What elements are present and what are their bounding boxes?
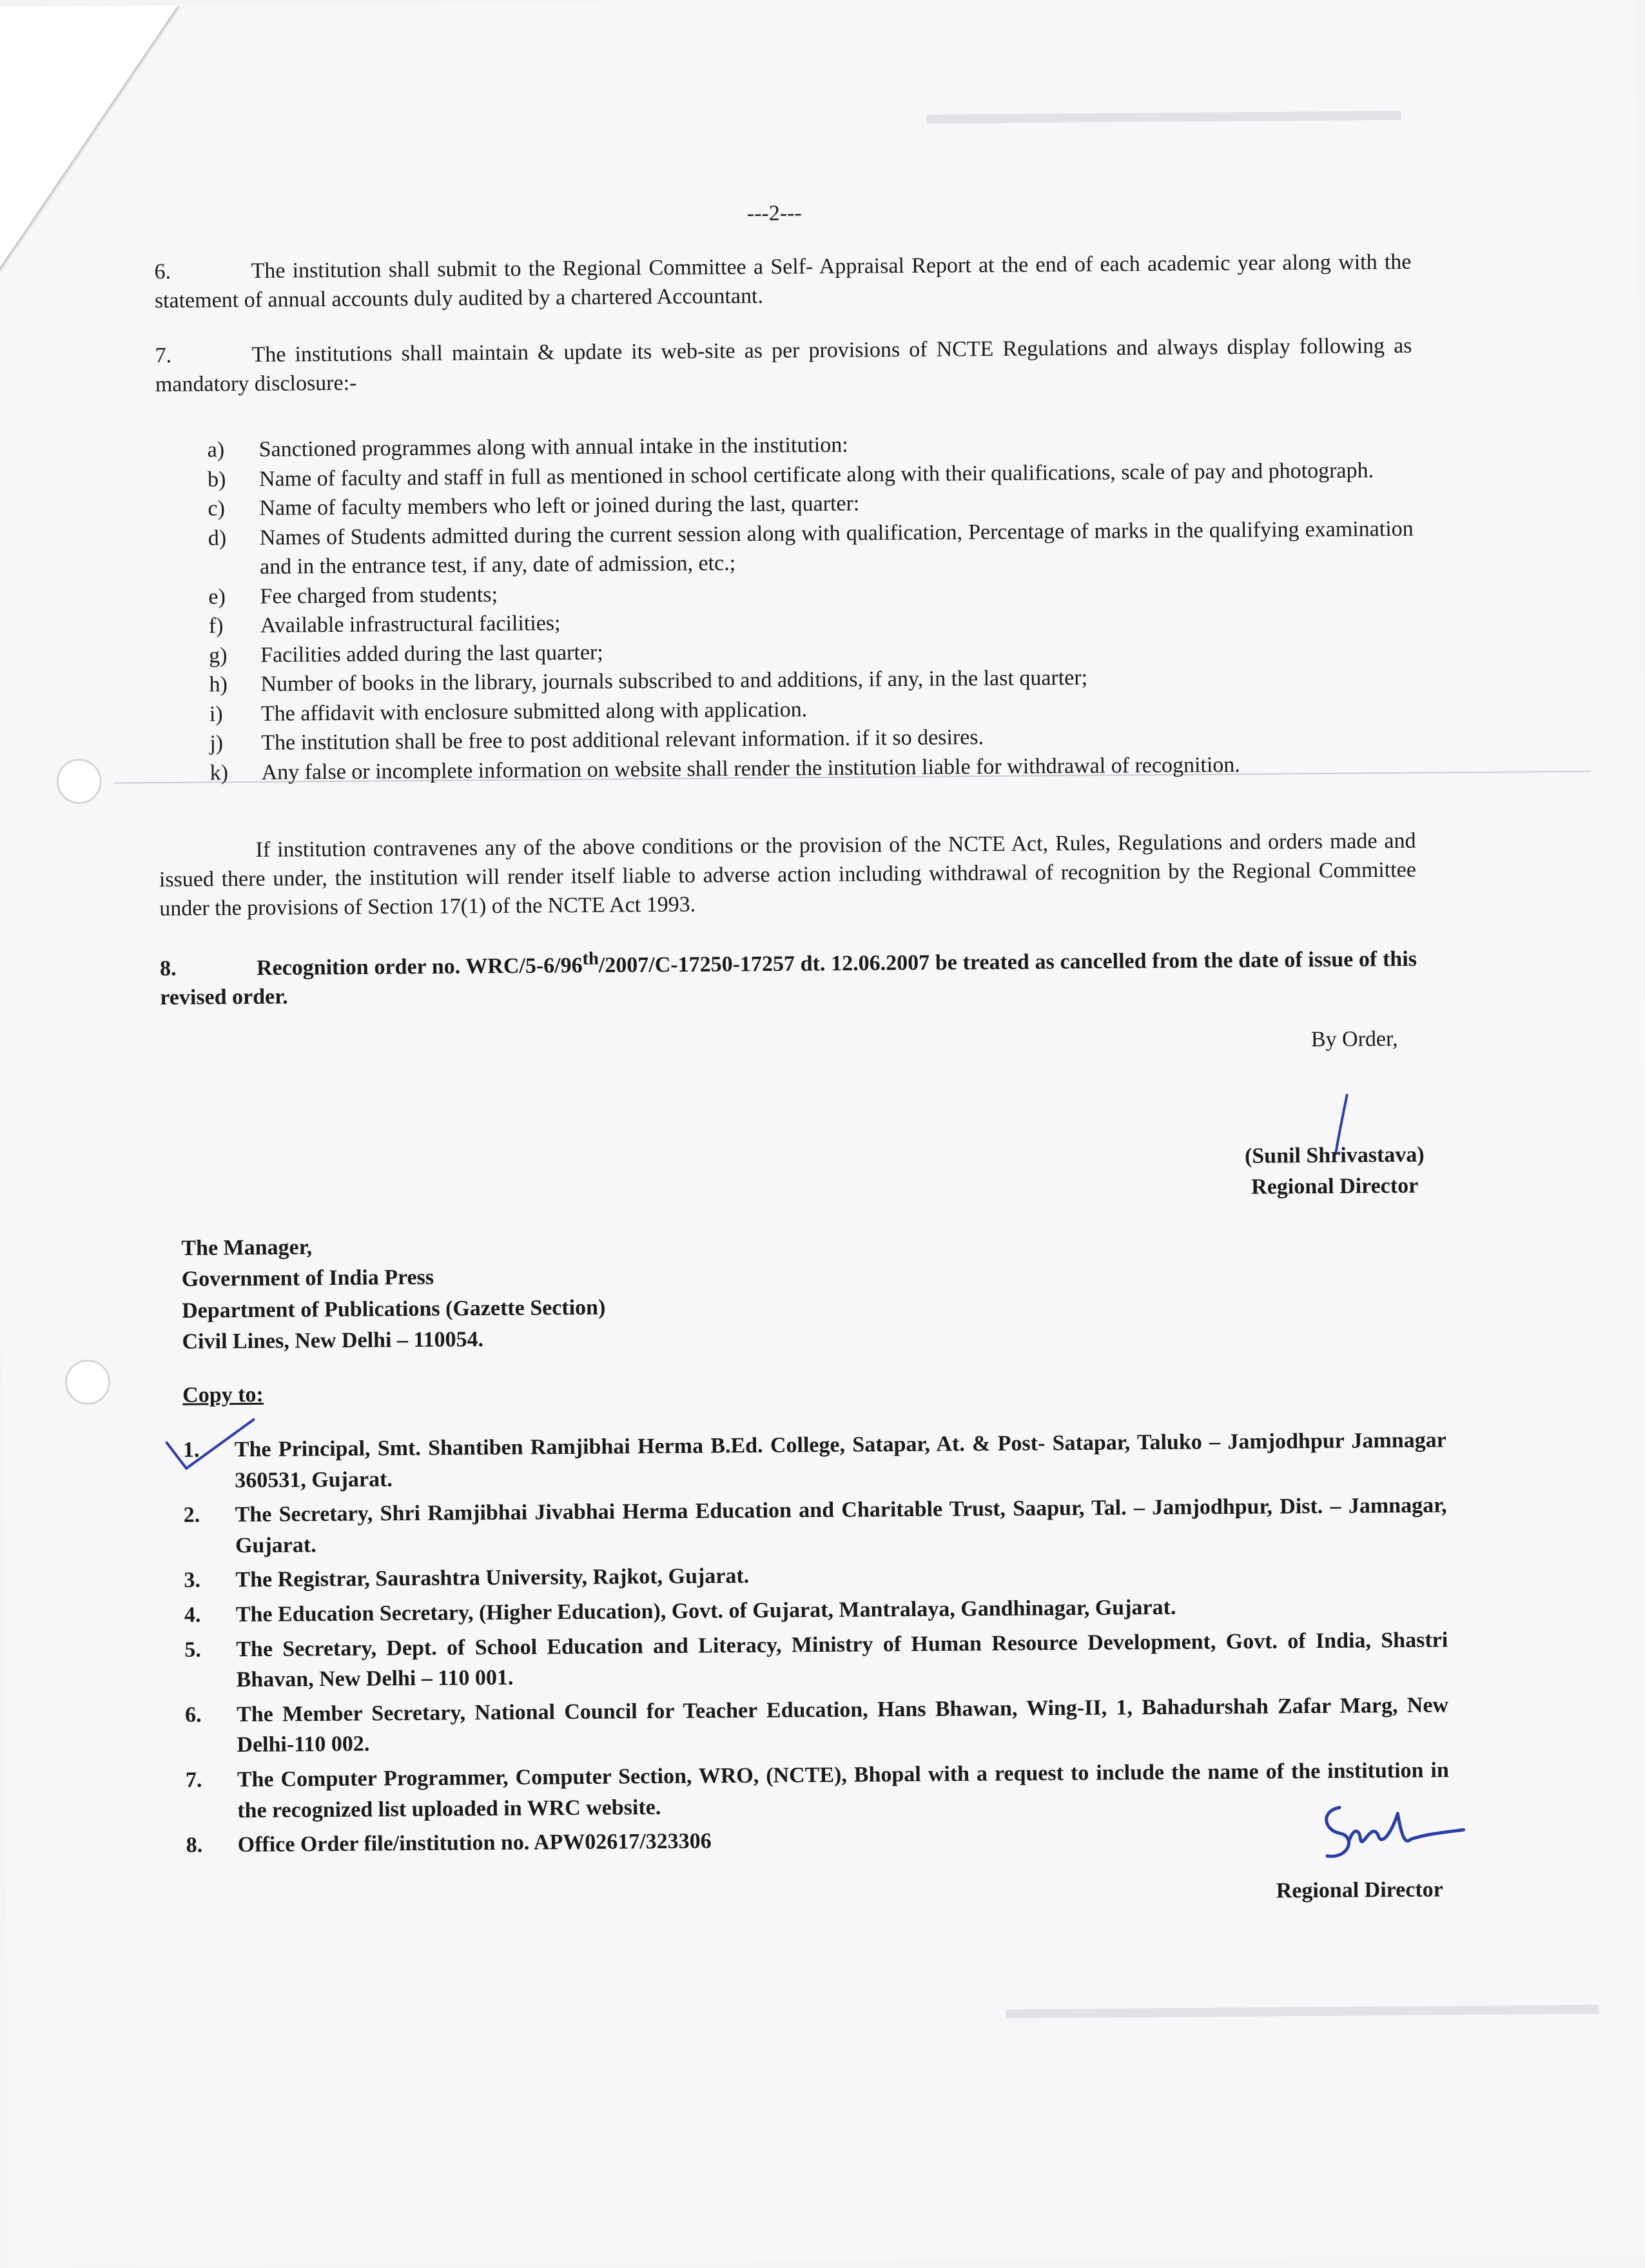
- item-text: Available infrastructural facilities;: [260, 611, 561, 638]
- signatory-block: [1199, 1139, 1470, 1202]
- punch-hole-top: [56, 759, 102, 805]
- item-text: Fee charged from students;: [260, 582, 498, 609]
- item-label: e): [208, 584, 226, 609]
- copy-to-heading: Copy to:: [182, 1382, 264, 1407]
- item-label: k): [209, 761, 229, 785]
- item-number: 4.: [184, 1603, 201, 1627]
- item-number: 6.: [184, 1703, 202, 1727]
- item-label: h): [209, 672, 228, 697]
- item-number: 7.: [185, 1768, 202, 1792]
- item-text: Any false or incomplete information on website shall render the institution liable for withdrawal of recognition.: [261, 752, 1240, 785]
- bleed-through-footer: ▬▬▬▬▬▬▬▬▬▬▬▬▬▬▬▬▬▬▬▬: [1006, 1986, 1599, 2025]
- item-text: Name of faculty and staff in full as mentioned in school certificate along with their qualifications, scale of pay and photograph.: [258, 458, 1374, 491]
- clause-8: [160, 941, 1417, 1013]
- item-number: 3.: [184, 1568, 201, 1593]
- item-text: Number of books in the library, journals subscribed to and additions, if any, in the last quarter;: [260, 666, 1088, 697]
- item-text: Office Order file/institution no. APW02617/323306: [237, 1829, 712, 1857]
- handwritten-signature: [1314, 1794, 1469, 1872]
- item-text: Sanctioned programmes along with annual intake in the institution:: [258, 433, 848, 462]
- clause-number: 8.: [159, 957, 177, 981]
- clause-number: 6.: [154, 259, 171, 284]
- list-item: [186, 1821, 1449, 1861]
- list-item: [184, 1556, 1447, 1596]
- signatory-name: (Sunil Shrivastava): [1244, 1142, 1425, 1168]
- item-text: Names of Students admitted during the current session along with qualification, Percentage of marks in the qualifying examination and in the entrance test, if any, date of admission, etc.;: [259, 516, 1414, 580]
- addressee-block: [181, 1230, 606, 1358]
- item-label: b): [207, 467, 226, 492]
- item-label: a): [207, 438, 225, 462]
- signatory-designation: Regional Director: [1251, 1173, 1419, 1199]
- list-item: [186, 1755, 1450, 1826]
- item-text: The Secretary, Dept. of School Education and Literacy, Ministry of Human Resource Development, Govt. of India, Shastri Bhavan, New Delhi – 110 001.: [236, 1627, 1448, 1692]
- item-text: The Principal, Smt. Shantiben Ramjibhai Herma B.Ed. College, Satapar, At. & Post- Satapar, Taluko – Jamjodhpur Jamnagar 360531, Gujarat.: [234, 1428, 1446, 1492]
- item-label: c): [208, 496, 225, 521]
- clause-text-start: Recognition order no. WRC/5-6/96: [256, 953, 583, 981]
- addressee-line: Government of India Press: [181, 1266, 434, 1292]
- bleed-through-letterhead: ▬▬▬▬▬▬▬▬▬▬▬▬▬▬▬▬: [926, 92, 1401, 130]
- ordinal-suffix: th: [582, 948, 599, 969]
- item-label: f): [208, 614, 224, 638]
- clause-7: [155, 332, 1412, 400]
- item-text: The Member Secretary, National Council for Teacher Education, Hans Bhawan, Wing-II, 1, Bahadurshah Zafar Marg, New Delhi-110 002.: [236, 1693, 1449, 1757]
- item-label: d): [208, 525, 227, 551]
- item-label: j): [209, 731, 224, 756]
- copy-to-list: [183, 1425, 1450, 1864]
- contravention-paragraph: If institution contravenes any of the above conditions or the provision of the NCTE Act, Rules, Regulations and orders made and issued there under, the institution will render itself liable to adverse action including withdrawal of recognition by the Regional Committee under the provisions of Section 17(1) of the NCTE Act 1993.: [159, 828, 1416, 921]
- list-item: [183, 1425, 1447, 1496]
- list-item: [185, 1690, 1449, 1761]
- item-text: The affidavit with enclosure submitted along with application.: [260, 698, 808, 726]
- addressee-line: The Manager,: [181, 1235, 313, 1260]
- mandatory-disclosure-list: [207, 426, 1415, 788]
- item-text: The Secretary, Shri Ramjibhai Jivabhai Herma Education and Charitable Trust, Saapur, Tal. – Jamjodhpur, Dist. – Jamnagar, Gujarat.: [235, 1493, 1447, 1558]
- list-item: [184, 1625, 1448, 1696]
- item-number: 1.: [182, 1438, 200, 1462]
- footer-designation: Regional Director: [1276, 1877, 1443, 1903]
- list-item: [208, 514, 1414, 582]
- addressee-line: Department of Publications (Gazette Section): [182, 1295, 606, 1323]
- item-text: The Education Secretary, (Higher Education), Govt. of Gujarat, Mantralaya, Gandhinagar, Gujarat.: [235, 1595, 1176, 1627]
- page-number: ---2---: [746, 201, 802, 226]
- item-text: The Registrar, Saurashtra University, Rajkot, Gujarat.: [235, 1564, 750, 1592]
- item-number: 8.: [186, 1833, 203, 1857]
- list-item: [184, 1590, 1448, 1630]
- item-number: 2.: [183, 1503, 200, 1527]
- list-item: [183, 1491, 1447, 1562]
- item-text: The Computer Programmer, Computer Section, WRO, (NCTE), Bhopal with a request to include the name of the institution in the recognized list uploaded in WRC website.: [237, 1758, 1449, 1823]
- item-number: 5.: [184, 1637, 201, 1662]
- item-label: g): [209, 643, 228, 668]
- item-text: The institution shall be free to post additional relevant information. if it so desires.: [261, 725, 984, 756]
- clause-6: [154, 248, 1412, 316]
- clause-text: The institution shall submit to the Regional Committee a Self- Appraisal Report at the end of each academic year along with the statement of annual accounts duly audited by a chartered Accountant.: [154, 249, 1412, 313]
- addressee-line: Civil Lines, New Delhi – 110054.: [182, 1327, 484, 1354]
- item-text: Name of faculty members who left or joined during the last, quarter:: [259, 491, 860, 520]
- punch-hole-bottom: [65, 1360, 111, 1405]
- clause-text: The institutions shall maintain & update its web-site as per provisions of NCTE Regulations and always display following as mandatory disclosure:-: [155, 333, 1412, 396]
- clause-text-end: /2007/C-17250-17257 dt. 12.06.2007 be treated as cancelled from the date of issue of this revised order.: [160, 947, 1417, 1010]
- by-order-text: By Order,: [1310, 1026, 1398, 1052]
- clause-number: 7.: [155, 343, 172, 368]
- item-label: i): [209, 702, 223, 727]
- folded-corner: [0, 5, 180, 277]
- item-text: Facilities added during the last quarter;: [260, 640, 603, 667]
